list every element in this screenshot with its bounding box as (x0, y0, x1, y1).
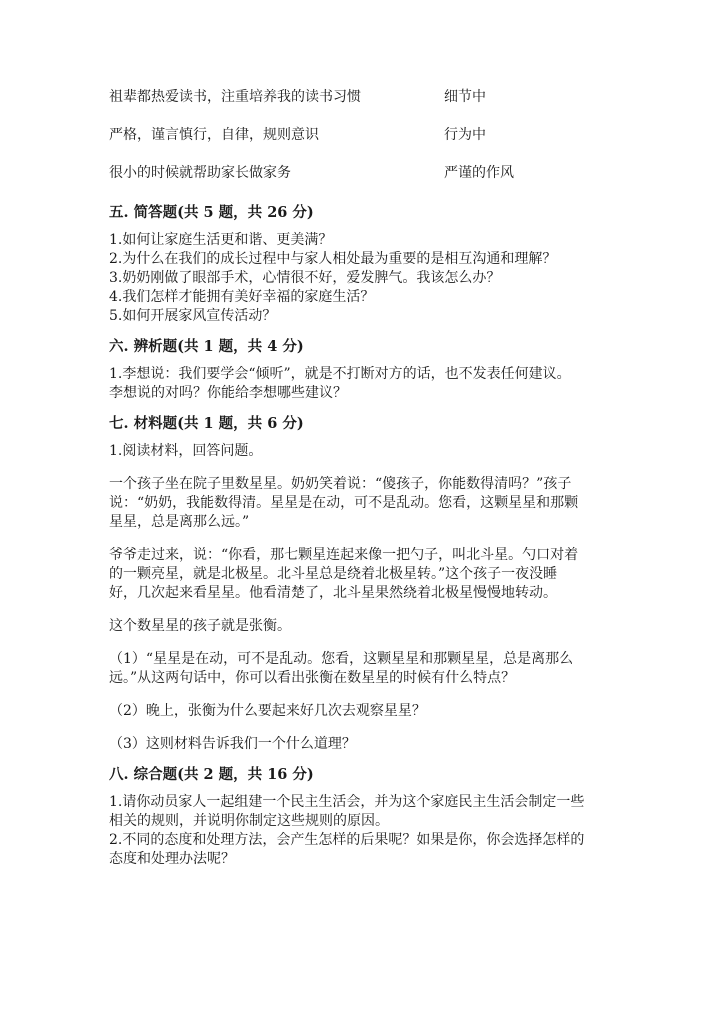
question-line: 1.李想说：我们要学会“倾听”，就是不打断对方的话，也不发表任何建议。 (109, 366, 571, 382)
section-5-title: 五. 简答题(共 5 题，共 26 分) (109, 204, 314, 221)
question: 1.如何让家庭生活更和谐、更美满？ (109, 232, 333, 248)
matching-row (109, 154, 609, 192)
paragraph-line: 星星，总是离那么远。” (109, 514, 250, 530)
paragraph-line: 远。”从这两句话中，你可以看出张衡在数星星的时候有什么特点？ (109, 670, 516, 686)
section-7-title: 七. 材料题(共 1 题，共 6 分) (109, 415, 304, 432)
paragraph-line: 爷爷走过来，说：“你看，那七颗星连起来像一把勺子，叫北斗星。勺口对着 (109, 547, 579, 563)
section-7-material (109, 442, 609, 754)
paragraph-line: 一个孩子坐在院子里数星星。奶奶笑着说：“傻孩子，你能数得清吗？”孩子 (109, 476, 572, 492)
question: 5.如何开展家风宣传活动？ (109, 308, 277, 324)
matching-right: 行为中 (444, 127, 486, 143)
document-page (109, 78, 609, 869)
question-line: 2.不同的态度和处理方法，会产生怎样的后果呢？如果是你，你会选择怎样的 (109, 832, 585, 848)
matching-left: 很小的时候就帮助家长做家务 (109, 165, 291, 181)
section-6-question (109, 365, 609, 403)
sub-question-1 (109, 650, 609, 688)
matching-left: 严格，谨言慎行，自律，规则意识 (109, 127, 319, 143)
question-line: 1.请你动员家人一起组建一个民主生活会，并为这个家庭民主生活会制定一些 (109, 794, 585, 810)
paragraph-line: 好，几次起来看星星。他看清楚了，北斗星果然绕着北极星慢慢地转动。 (109, 585, 557, 601)
sub-question-2: （2）晚上，张衡为什么要起来好几次去观察星星？ (109, 703, 426, 719)
sub-question-3: （3）这则材料告诉我们一个什么道理？ (109, 736, 356, 752)
section-8-questions (109, 793, 609, 869)
matching-left: 祖辈都热爱读书，注重培养我的读书习惯 (109, 89, 361, 105)
question: 3.奶奶刚做了眼部手术，心情很不好，爱发脾气。我该怎么办？ (109, 270, 501, 286)
section-8-title: 八. 综合题(共 2 题，共 16 分) (109, 766, 314, 783)
question: 4.我们怎样才能拥有美好幸福的家庭生活？ (109, 289, 375, 305)
paragraph-line: 的一颗亮星，就是北极星。北斗星总是绕着北极星转。”这个孩子一夜没睡 (109, 566, 558, 582)
section-6-title: 六. 辨析题(共 1 题，共 4 分) (109, 338, 304, 355)
matching-table (109, 78, 609, 192)
matching-row (109, 116, 609, 154)
material-paragraph-2 (109, 546, 609, 603)
paragraph-line: （1）“星星是在动，可不是乱动。您看，这颗星星和那颗星星，总是离那么 (109, 651, 574, 667)
material-intro: 1.阅读材料，回答问题。 (109, 443, 263, 459)
question-line: 相关的规则，并说明你制定这些规则的原因。 (109, 813, 389, 829)
matching-row (109, 78, 609, 116)
material-paragraph-1 (109, 475, 609, 532)
question-line: 李想说的对吗？你能给李想哪些建议？ (109, 385, 347, 401)
material-paragraph-3: 这个数星星的孩子就是张衡。 (109, 618, 291, 634)
matching-right: 严谨的作风 (444, 165, 514, 181)
question-line: 态度和处理办法呢？ (109, 851, 235, 867)
question: 2.为什么在我们的成长过程中与家人相处最为重要的是相互沟通和理解？ (109, 251, 557, 267)
section-5-questions (109, 231, 609, 326)
paragraph-line: 说：“奶奶，我能数得清。星星是在动，可不是乱动。您看，这颗星星和那颗 (109, 495, 579, 511)
matching-right: 细节中 (444, 89, 486, 105)
